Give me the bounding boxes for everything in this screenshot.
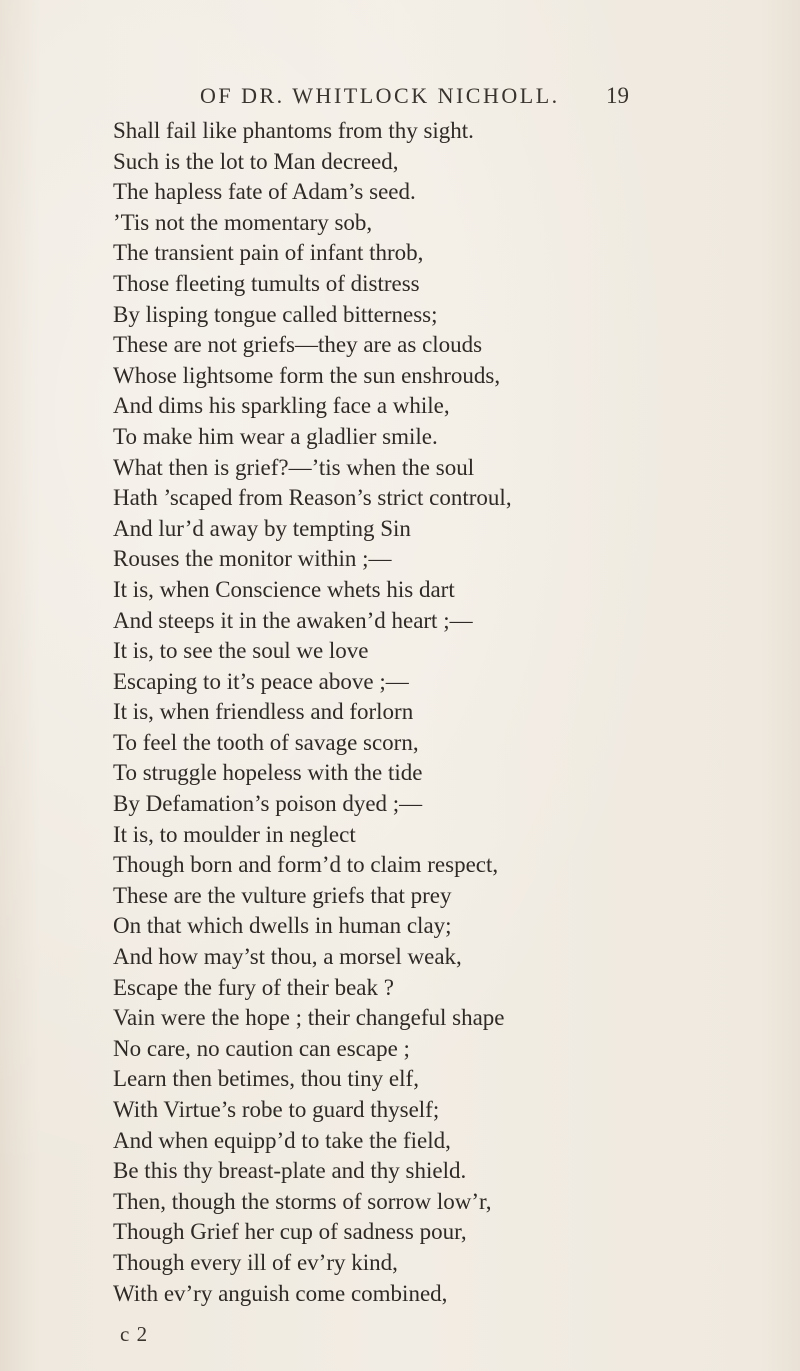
poem-line: And lur’d away by tempting Sin xyxy=(113,515,411,541)
poem-line: These are not griefs—they are as clouds xyxy=(113,332,483,358)
page-number: 19 xyxy=(606,83,629,108)
poem-line: Such is the lot to Man decreed, xyxy=(113,148,399,174)
poem-line: These are the vulture griefs that prey xyxy=(113,882,452,908)
poem-text xyxy=(113,116,783,1309)
poem-line: To struggle hopeless with the tide xyxy=(113,760,423,786)
running-head xyxy=(0,83,800,113)
poem-line: And dims his sparkling face a while, xyxy=(113,393,450,419)
poem-line: Be this thy breast-plate and thy shield. xyxy=(113,1158,467,1184)
poem-line: Though Grief her cup of sadness pour, xyxy=(113,1219,467,1245)
poem-line: By lisping tongue called bitterness; xyxy=(113,301,438,327)
poem-line: Vain were the hope ; their changeful shape xyxy=(113,1005,505,1031)
poem-line: No care, no caution can escape ; xyxy=(113,1035,410,1061)
poem-line: Learn then betimes, thou tiny elf, xyxy=(113,1066,419,1092)
poem-line: With Virtue’s robe to guard thyself; xyxy=(113,1097,440,1122)
poem-line: To feel the tooth of savage scorn, xyxy=(113,729,419,755)
poem-line: It is, when Conscience whets his dart xyxy=(113,576,455,602)
poem-line: The transient pain of infant throb, xyxy=(113,240,424,266)
poem-line: Shall fail like phantoms from thy sight. xyxy=(113,118,474,143)
poem-line: To make him wear a gladlier smile. xyxy=(113,423,438,449)
poem-line: Then, though the storms of sorrow low’r, xyxy=(113,1188,492,1214)
poem-line: Hath ’scaped from Reason’s strict controul, xyxy=(113,485,512,511)
poem-line: Rouses the monitor within ;— xyxy=(113,546,392,572)
poem-line: Escape the fury of their beak ? xyxy=(113,974,394,1000)
poem-line: On that which dwells in human clay; xyxy=(113,913,452,939)
poem-line: What then is grief?—’tis when the soul xyxy=(113,454,475,480)
poem-line: It is, to see the soul we love xyxy=(113,638,369,664)
running-title: OF DR. WHITLOCK NICHOLL. xyxy=(200,83,560,108)
signature-mark: c 2 xyxy=(120,1322,149,1346)
poem-line: It is, to moulder in neglect xyxy=(113,821,356,847)
poem-line: By Defamation’s poison dyed ;— xyxy=(113,791,423,817)
poem-line: Whose lightsome form the sun enshrouds, xyxy=(113,362,501,388)
poem-line: The hapless fate of Adam’s seed. xyxy=(113,179,416,205)
poem-line: And when equipp’d to take the field, xyxy=(113,1127,451,1153)
poem-line: Though born and form’d to claim respect, xyxy=(113,852,499,878)
poem-line: And steeps it in the awaken’d heart ;— xyxy=(113,607,473,633)
poem-line: Those fleeting tumults of distress xyxy=(113,270,420,296)
poem-line: With ev’ry anguish come combined, xyxy=(113,1280,448,1306)
poem-line: And how may’st thou, a morsel weak, xyxy=(113,944,462,970)
poem-line: It is, when friendless and forlorn xyxy=(113,699,414,725)
poem-line: ’Tis not the momentary sob, xyxy=(113,209,373,235)
poem-line: Though every ill of ev’ry kind, xyxy=(113,1249,398,1275)
poem-line: Escaping to it’s peace above ;— xyxy=(113,668,409,694)
